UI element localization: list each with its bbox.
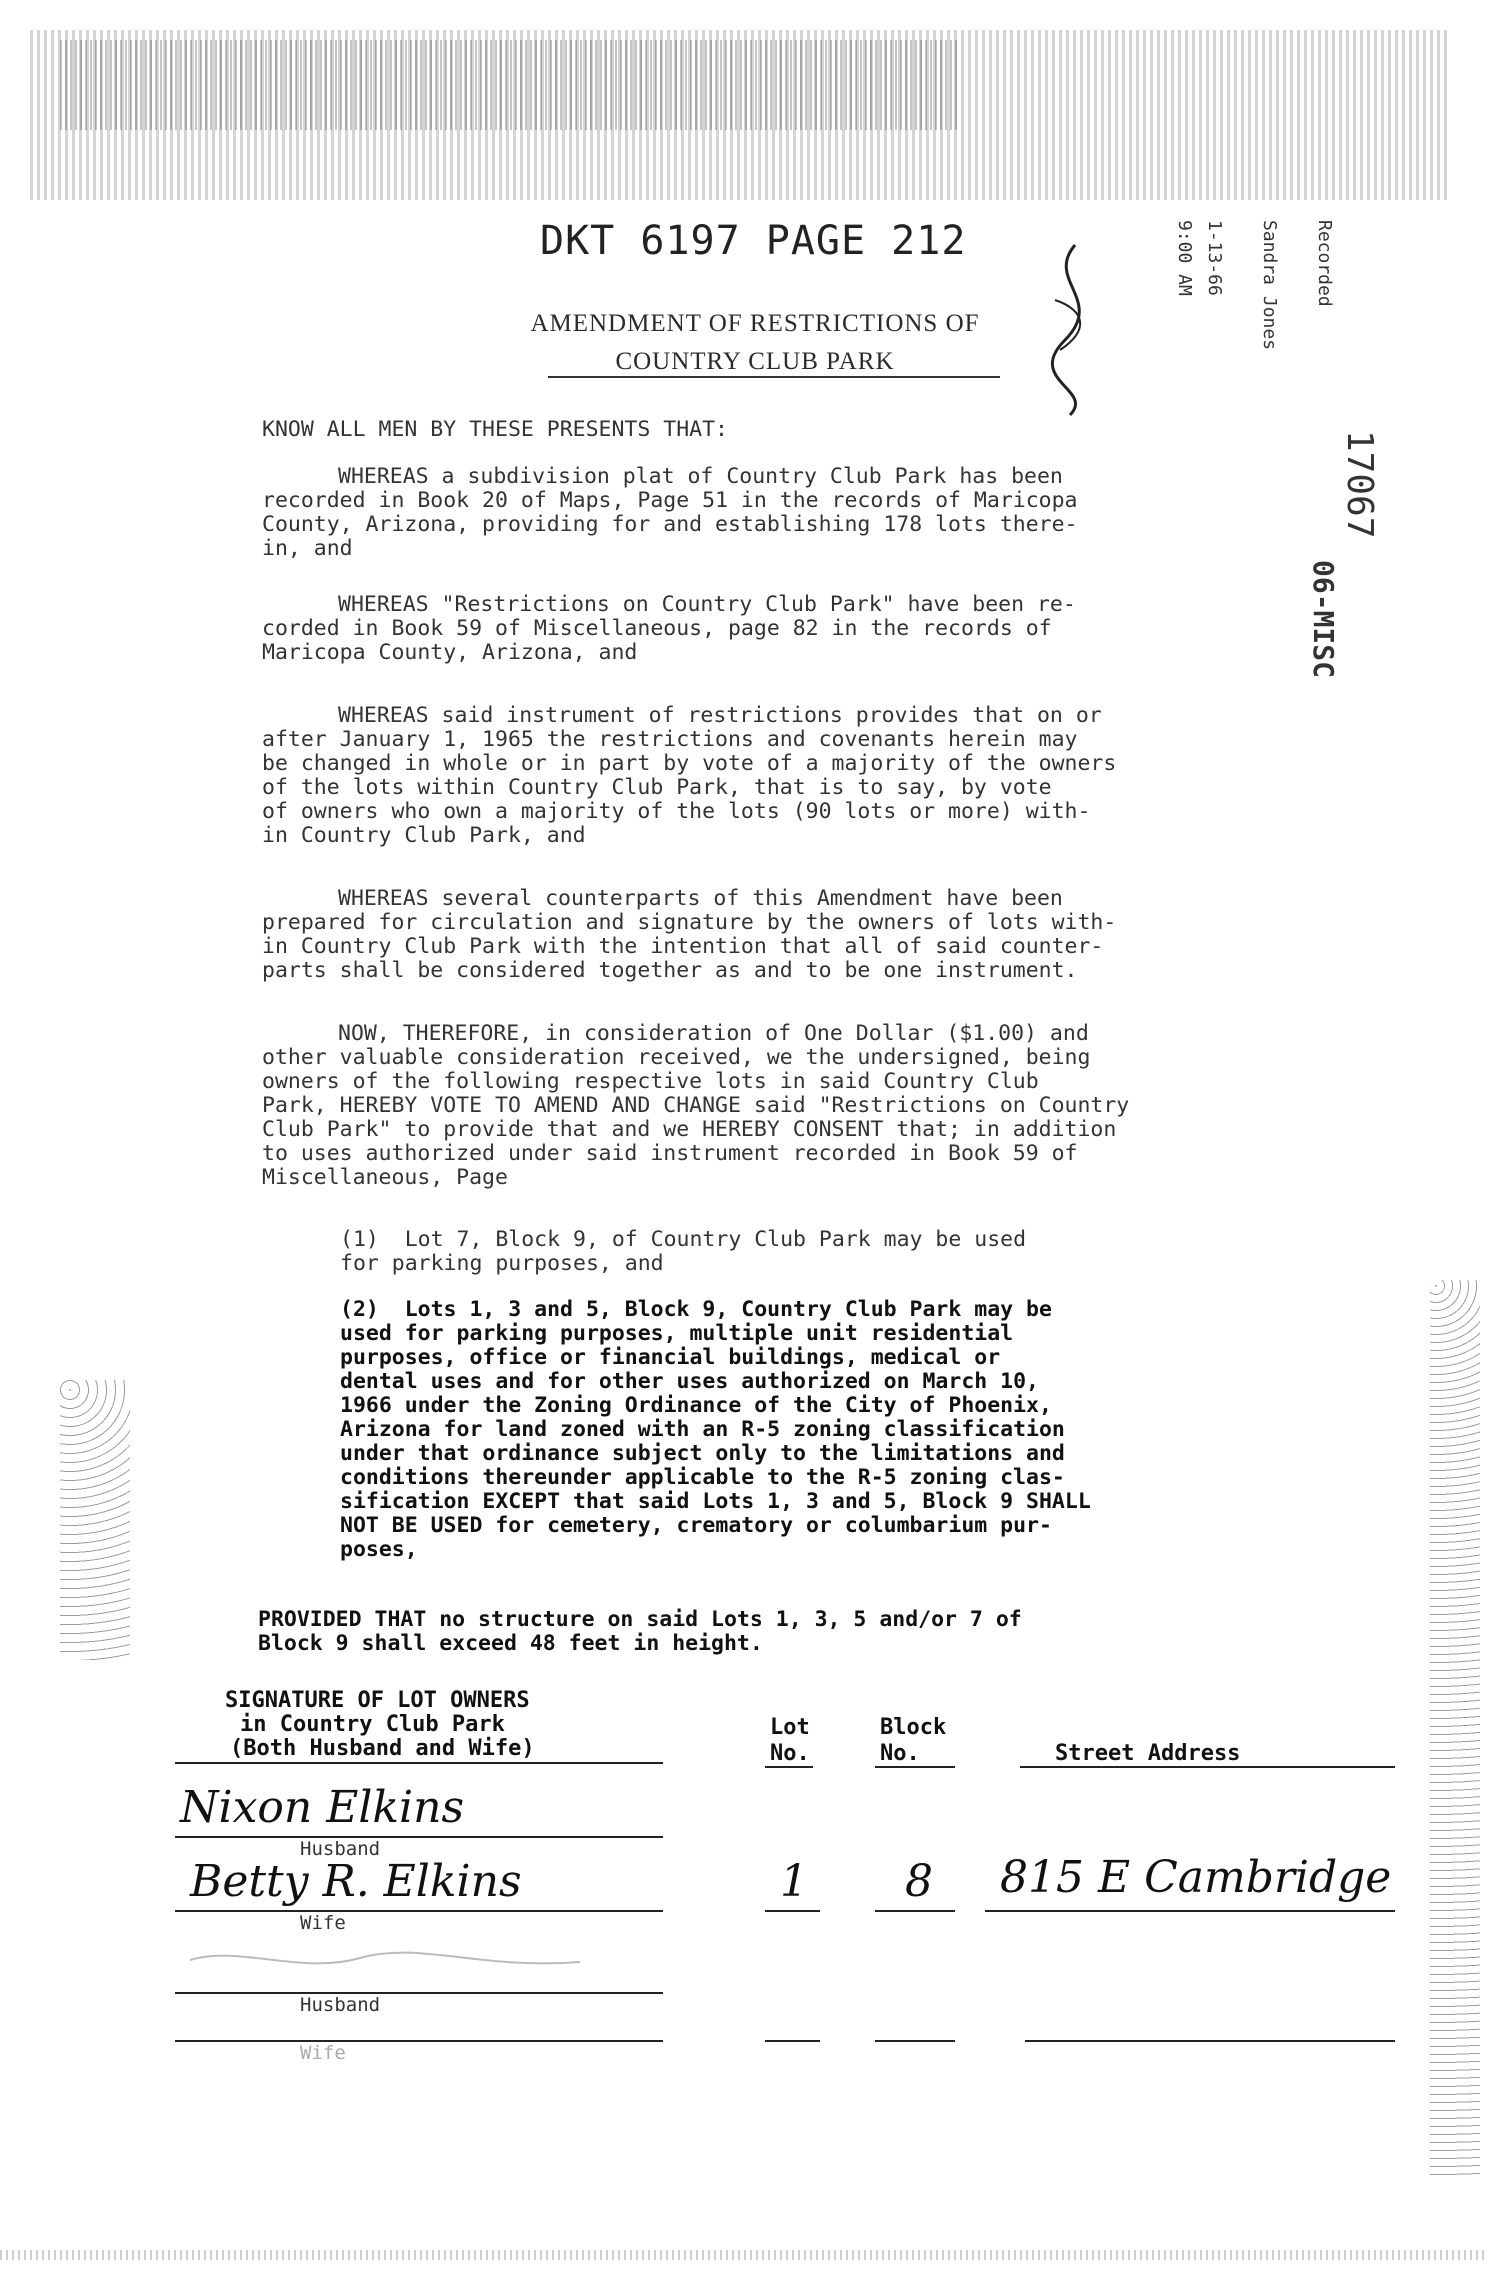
item2-line2: used for parking purposes, multiple unit residential <box>340 1321 1014 1346</box>
para2-line1: WHEREAS "Restrictions on Country Club Park" have been re- <box>338 592 1076 617</box>
col-lot-label: Lot <box>770 1715 810 1740</box>
item2-line1: (2) Lots 1, 3 and 5, Block 9, Country Club Park may be <box>340 1297 1052 1322</box>
proviso-line1: PROVIDED THAT no structure on said Lots 1, 3, 5 and/or 7 of <box>258 1607 1022 1632</box>
wife-label-2: Wife <box>300 2042 346 2064</box>
item2-line8: conditions thereunder applicable to the R-5 zoning clas- <box>340 1465 1065 1490</box>
para1-line1: WHEREAS a subdivision plat of Country Club Park has been <box>338 464 1063 489</box>
para5-line3: owners of the following respective lots in said Country Club <box>262 1069 1039 1094</box>
opening-line: KNOW ALL MEN BY THESE PRESENTS THAT: <box>262 417 728 442</box>
item1-line1: (1) Lot 7, Block 9, of Country Club Park may be used <box>340 1227 1027 1252</box>
para5-line2: other valuable consideration received, we the undersigned, being <box>262 1045 1091 1070</box>
para2-line3: Maricopa County, Arizona, and <box>262 640 638 665</box>
stamp-status: Recorded <box>1314 220 1335 307</box>
title-line-1: AMENDMENT OF RESTRICTIONS OF <box>530 310 980 337</box>
item2-line6: Arizona for land zoned with an R-5 zoning classification <box>340 1417 1065 1442</box>
address-line-1 <box>985 1910 1395 1912</box>
husband-signature-1: Nixon Elkins <box>180 1782 465 1833</box>
block-line-2 <box>875 2040 955 2042</box>
para3-line2: after January 1, 1965 the restrictions and covenants herein may <box>262 727 1078 752</box>
para5-line4: Park, HEREBY VOTE TO AMEND AND CHANGE said "Restrictions on Country <box>262 1093 1130 1118</box>
item2-line3: purposes, office or financial buildings, medical or <box>340 1345 1001 1370</box>
para4-line1: WHEREAS several counterparts of this Amendment have been <box>338 886 1063 911</box>
para4-line3: in Country Club Park with the intention that all of said counter- <box>262 934 1104 959</box>
heading-rule-left <box>175 1762 663 1764</box>
para1-line2: recorded in Book 20 of Maps, Page 51 in the records of Maricopa <box>262 488 1078 513</box>
scan-speckle-right <box>1430 1280 1480 2180</box>
item1-line2: for parking purposes, and <box>340 1251 664 1276</box>
docket-number: DKT 6197 PAGE 212 <box>540 218 967 264</box>
col-lot-no-label: No. <box>770 1741 810 1766</box>
stamp-time: 9:00 AM <box>1174 220 1195 296</box>
para1-line3: County, Arizona, providing for and establishing 178 lots there- <box>262 512 1078 537</box>
para2-line2: corded in Book 59 of Miscellaneous, page 82 in the records of <box>262 616 1052 641</box>
wife-signature-1: Betty R. Elkins <box>190 1856 522 1907</box>
item2-line5: 1966 under the Zoning Ordinance of the City of Phoenix, <box>340 1393 1052 1418</box>
scan-speckle-left <box>60 1380 130 1660</box>
document-title <box>490 305 1020 381</box>
para5-line7: Miscellaneous, Page <box>262 1165 508 1190</box>
title-line-2: COUNTRY CLUB PARK <box>615 348 895 375</box>
item2-line4: dental uses and for other uses authorized on March 10, <box>340 1369 1039 1394</box>
para5-line1: NOW, THEREFORE, in consideration of One Dollar ($1.00) and <box>338 1021 1089 1046</box>
husband-line-1 <box>175 1836 663 1838</box>
para3-line3: be changed in whole or in part by vote of a majority of the owners <box>262 751 1117 776</box>
block-col-rule <box>875 1766 955 1768</box>
col-block-label: Block <box>880 1715 947 1740</box>
para3-line1: WHEREAS said instrument of restrictions provides that on or <box>338 703 1102 728</box>
para4-line2: prepared for circulation and signature by the owners of lots with- <box>262 910 1117 935</box>
address-line-2 <box>1025 2040 1395 2042</box>
para3-line4: of the lots within Country Club Park, that is to say, by vote <box>262 775 1052 800</box>
husband-signature-2-faint <box>180 1940 600 1980</box>
para3-line5: of owners who own a majority of the lots (90 lots or more) with- <box>262 799 1091 824</box>
block-line-1 <box>875 1910 955 1912</box>
signature-heading-line1: SIGNATURE OF LOT OWNERS <box>225 1688 530 1713</box>
scan-noise-top-dense <box>60 40 960 130</box>
recorder-signature-mark <box>1035 240 1115 420</box>
item2-line10: NOT BE USED for cemetery, crematory or columbarium pur- <box>340 1513 1052 1538</box>
husband-label-1: Husband <box>300 1838 381 1860</box>
signature-heading-line2: in Country Club Park <box>240 1712 505 1737</box>
item2-line9: sification EXCEPT that said Lots 1, 3 and 5, Block 9 SHALL <box>340 1489 1091 1514</box>
col-address-label: Street Address <box>1055 1741 1241 1766</box>
para4-line4: parts shall be considered together as and to be one instrument. <box>262 958 1078 983</box>
husband-label-2: Husband <box>300 1994 381 2016</box>
proviso-line2: Block 9 shall exceed 48 feet in height. <box>258 1631 763 1656</box>
para1-line4: in, and <box>262 536 353 561</box>
husband-line-2 <box>175 1992 663 1994</box>
para3-line6: in Country Club Park, and <box>262 823 586 848</box>
stamp-recorder: Sandra Jones <box>1259 220 1280 351</box>
scan-speckle-bottom <box>0 2250 1488 2260</box>
street-address-1: 815 E Cambridge <box>1000 1852 1392 1903</box>
stamp-date: 1-13-66 <box>1204 220 1225 296</box>
signature-heading-line3: (Both Husband and Wife) <box>230 1736 535 1761</box>
title-underline <box>548 376 1000 378</box>
book-type: 06-MISC <box>1307 560 1340 679</box>
block-number-1: 8 <box>905 1856 933 1907</box>
address-col-rule <box>1020 1766 1395 1768</box>
item2-line7: under that ordinance subject only to the limitations and <box>340 1441 1065 1466</box>
wife-label-1: Wife <box>300 1912 346 1934</box>
lot-line-1 <box>765 1910 820 1912</box>
recording-stamp <box>1035 200 1395 600</box>
item2-line11: poses, <box>340 1537 418 1562</box>
wife-line-2 <box>175 2040 663 2042</box>
para5-line6: to uses authorized under said instrument recorded in Book 59 of <box>262 1141 1078 1166</box>
lot-col-rule <box>765 1766 813 1768</box>
para5-line5: Club Park" to provide that and we HEREBY CONSENT that; in addition <box>262 1117 1117 1142</box>
lot-line-2 <box>765 2040 820 2042</box>
record-number: 17067 <box>1339 430 1380 539</box>
col-block-no-label: No. <box>880 1741 920 1766</box>
wife-line-1 <box>175 1910 663 1912</box>
lot-number-1: 1 <box>780 1856 808 1907</box>
